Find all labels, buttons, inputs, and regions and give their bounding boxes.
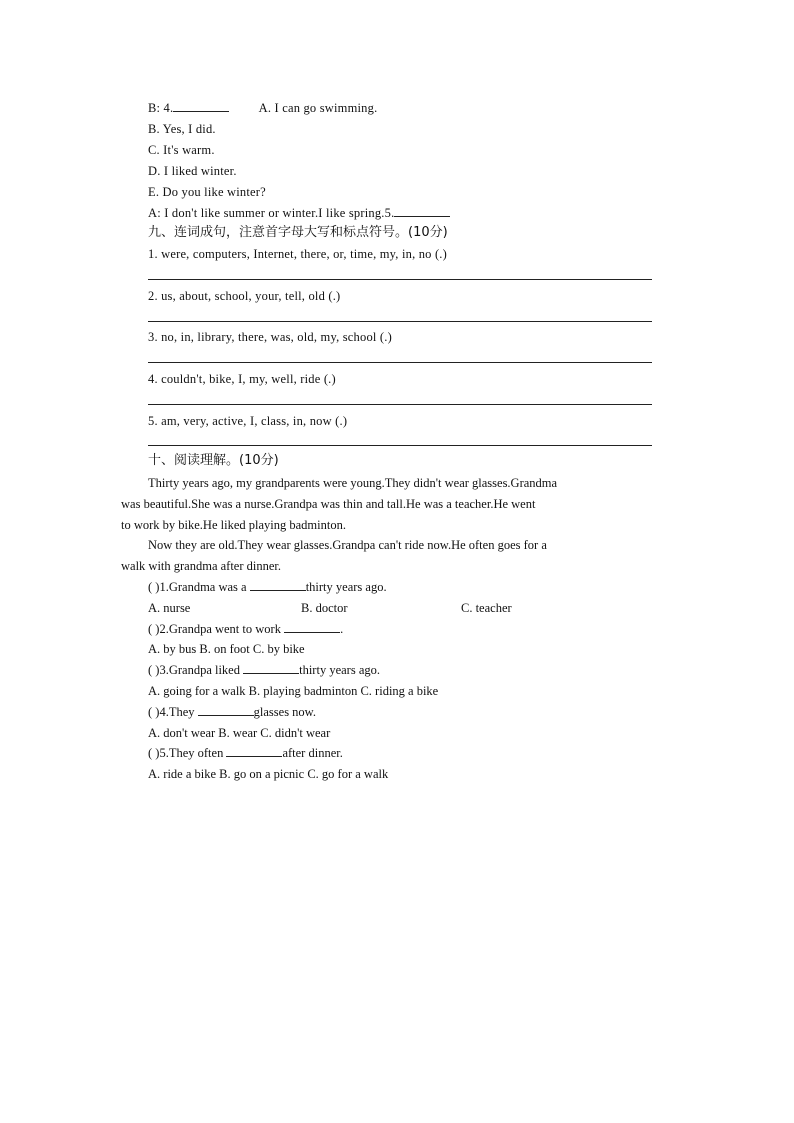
answer-blank[interactable] [173,100,229,112]
question-text: ( )2.Grandpa went to work [148,622,285,636]
section9-heading: 九、连词成句，注意首字母大写和标点符号。(10分) [148,225,448,240]
answer-blank[interactable] [394,205,450,217]
passage-line: walk with grandma after dinner. [121,559,282,573]
dialogue-b4-prefix: B: 4. [148,101,174,115]
answer-blank[interactable] [250,579,306,591]
question-1 [148,579,387,595]
option-label: A. nurse [148,601,191,615]
answer-line-5[interactable] [148,445,652,446]
section9-item-3: 3. no, in, library, there, was, old, my, school (.) [148,330,392,344]
section9-item-2: 2. us, about, school, your, tell, old (.) [148,289,341,303]
option-c: C. It's warm. [148,143,215,157]
question-text: ( )1.Grandma was a [148,580,250,594]
answer-blank[interactable] [226,745,282,757]
answer-blank[interactable] [243,662,299,674]
passage-line: Now they are old.They wear glasses.Grandpa can't ride now.He often goes for a [148,538,547,552]
dialogue-a5-text: A: I don't like summer or winter.I like spring.5. [148,206,395,220]
option-label: C. teacher [461,601,512,615]
question-3-options: A. going for a walk B. playing badminton C. riding a bike [148,684,439,698]
question-4-options: A. don't wear B. wear C. didn't wear [148,726,331,740]
question-text: ( )3.Grandpa liked [148,663,244,677]
option-d: D. I liked winter. [148,164,237,178]
question-4 [148,704,316,720]
question-text: ( )4.They [148,705,198,719]
answer-line-2[interactable] [148,321,652,322]
option-e: E. Do you like winter? [148,185,266,199]
section9-item-4: 4. couldn't, bike, I, my, well, ride (.) [148,372,336,386]
answer-line-3[interactable] [148,362,652,363]
passage-line: was beautiful.She was a nurse.Grandpa was thin and tall.He was a teacher.He went [121,497,536,511]
option-a: A. I can go swimming. [258,101,378,115]
question-2-options: A. by bus B. on foot C. by bike [148,642,305,656]
answer-line-4[interactable] [148,404,652,405]
question-2 [148,621,343,637]
option-b: B. Yes, I did. [148,122,216,136]
dialogue-b4 [148,100,377,116]
question-text: thirty years ago. [299,663,380,677]
passage-line: to work by bike.He liked playing badminton. [121,518,346,532]
question-1-options [148,600,512,616]
section9-item-1: 1. were, computers, Internet, there, or, time, my, in, no (.) [148,247,447,261]
question-5-options: A. ride a bike B. go on a picnic C. go for a walk [148,767,389,781]
question-text: . [340,622,344,636]
section10-heading: 十、阅读理解。(10分) [148,453,279,468]
question-3 [148,662,380,678]
question-5 [148,745,343,761]
question-text: after dinner. [282,746,343,760]
answer-blank[interactable] [198,704,254,716]
section9-item-5: 5. am, very, active, I, class, in, now (.) [148,414,348,428]
option-label: B. doctor [301,601,348,615]
passage-line: Thirty years ago, my grandparents were young.They didn't wear glasses.Grandma [148,476,558,490]
question-text: glasses now. [253,705,317,719]
answer-line-1[interactable] [148,279,652,280]
answer-blank[interactable] [284,621,340,633]
question-text: ( )5.They often [148,746,227,760]
question-text: thirty years ago. [305,580,387,594]
dialogue-a5 [148,205,450,221]
